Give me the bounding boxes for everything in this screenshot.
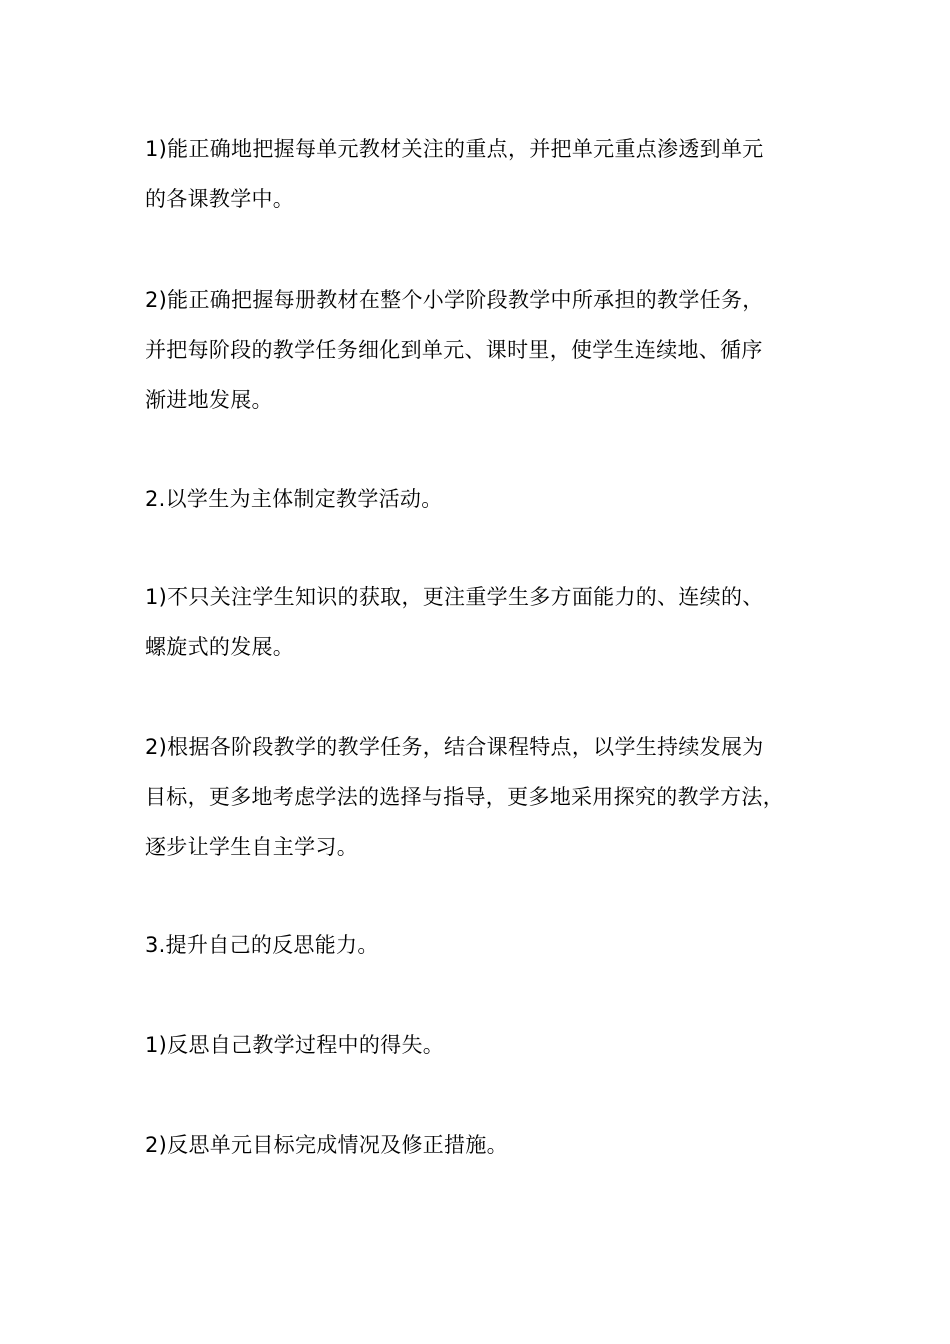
paragraph-line: 3.提升自己的反思能力。 xyxy=(145,933,379,957)
paragraph-reflect-unit-goals xyxy=(145,1120,835,1170)
paragraph-line: 逐步让学生自主学习。 xyxy=(145,835,358,859)
paragraph-line: 目标，更多地考虑学法的选择与指导，更多地采用探究的教学方法， xyxy=(145,785,784,809)
paragraph-reflect-gains-losses xyxy=(145,1020,835,1070)
paragraph-volume-tasks xyxy=(145,275,835,425)
paragraph-line: 2)反思单元目标完成情况及修正措施。 xyxy=(145,1133,508,1157)
paragraph-line: 并把每阶段的教学任务细化到单元、课时里，使学生连续地、循序 xyxy=(145,338,763,362)
section-heading-student-centered xyxy=(145,474,835,524)
paragraph-ability-development xyxy=(145,572,835,672)
paragraph-line: 螺旋式的发展。 xyxy=(145,635,295,659)
paragraph-line: 1)不只关注学生知识的获取，更注重学生多方面能力的、连续的、 xyxy=(145,585,764,609)
paragraph-line: 2)能正确把握每册教材在整个小学阶段教学中所承担的教学任务， xyxy=(145,288,764,312)
paragraph-unit-focus xyxy=(145,124,835,224)
paragraph-line: 2)根据各阶段教学的教学任务，结合课程特点，以学生持续发展为 xyxy=(145,735,764,759)
paragraph-line: 1)能正确地把握每单元教材关注的重点，并把单元重点渗透到单元 xyxy=(145,137,764,161)
paragraph-line: 2.以学生为主体制定教学活动。 xyxy=(145,487,443,511)
paragraph-line: 的各课教学中。 xyxy=(145,187,295,211)
section-heading-reflection xyxy=(145,920,835,970)
paragraph-line: 渐进地发展。 xyxy=(145,388,273,412)
paragraph-line: 1)反思自己教学过程中的得失。 xyxy=(145,1033,445,1057)
paragraph-learning-methods xyxy=(145,722,835,872)
